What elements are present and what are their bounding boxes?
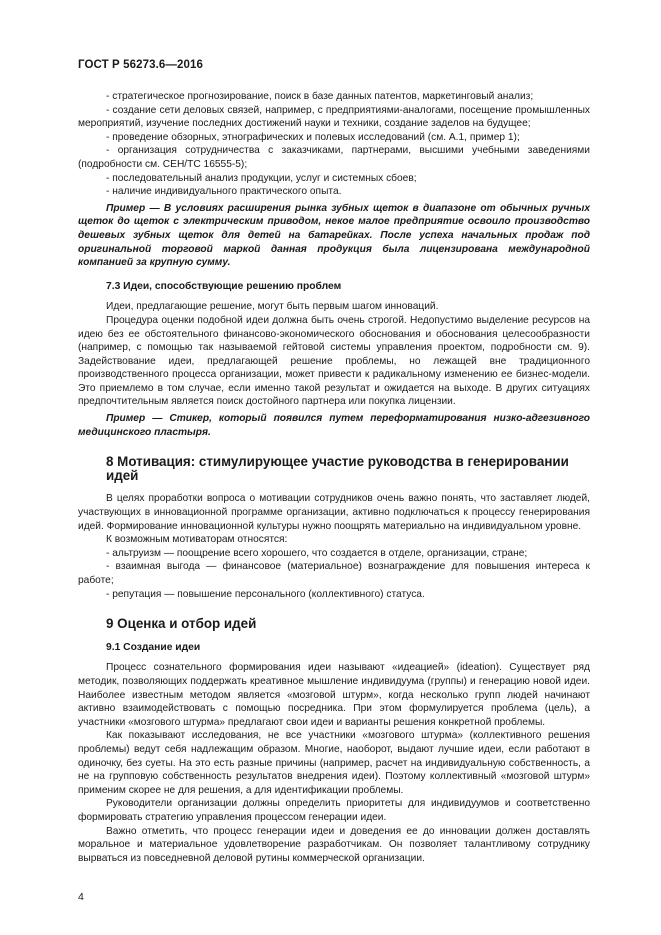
section-heading-9: 9 Оценка и отбор идей: [106, 616, 257, 632]
list-item: - последовательный анализ продукции, услуг и системных сбоев;: [106, 172, 417, 184]
list-item: - стратегическое прогнозирование, поиск в базе данных патентов, маркетинговый анализ;: [106, 91, 534, 102]
section-heading-8: 8 Мотивация: стимулирующее участие руководства в генерировании идей: [106, 454, 569, 483]
example-note: Пример — В условиях расширения рынка зубных щеток в диапазоне от обычных ручных щеток до щеток с электрическим приводом, некое малое предприятие освоило производство дешевых зубных щеток для детей на батарейках. После успеха начальных продаж под оригинальной торговой маркой данная продукция была лицензирована международной компанией за крупную сумму.: [78, 202, 590, 269]
list-item: - создание сети деловых связей, например, с предприятиями-аналогами, посещение промышленных мероприятий, изучение последних достижений науки и техники, создание заделов на будущее;: [78, 104, 590, 130]
document-code-header: ГОСТ Р 56273.6—2016: [78, 59, 203, 71]
section-heading-9-1: 9.1 Создание идеи: [106, 641, 201, 653]
paragraph: Процесс сознательного формирования идеи называют «идеацией» (ideation). Существует ряд методик, позволяющих поддержать креативное мышление индивидуума (группы) и генерацию новой идеи. Наиболее известным методом является «мозговой штурм», когда несколько групп людей начинают активно взаимодействовать с помощью посредника. При этом формулируется проблема (цель), а участники «мозгового штурма» предлагают свои идеи и варианты решения конкретной проблемы.: [78, 662, 590, 728]
paragraph: Руководители организации должны определить приоритеты для индивидуумов и соответственно формировать стратегию управления процессом генерации идеи.: [78, 798, 590, 823]
example-note: Пример — Стикер, который появился путем переформатирования низко-адгезивного медицинского пластыря.: [78, 413, 590, 438]
paragraph: К возможным мотиваторам относятся:: [106, 534, 288, 546]
paragraph: В целях проработки вопроса о мотивации сотрудников очень важно понять, что заставляет людей, участвующих в инновационной программе организации, активно подключаться к процессу генерирования идей. Формирование инновационной культуры нужно поощрять материально на индивидуальном уровне.: [78, 493, 590, 532]
page-number: 4: [78, 891, 84, 903]
document-body: [78, 90, 590, 865]
list-item: - наличие индивидуального практического опыта.: [106, 186, 342, 198]
list-item: - организация сотрудничества с заказчиками, партнерами, высшими учебными заведениями (подробности см. CEH/TC 16555-5);: [78, 145, 590, 170]
section-heading-7-3: 7.3 Идеи, способствующие решению проблем: [106, 280, 342, 292]
paragraph: Важно отметить, что процесс генерации идеи и доведения ее до инновации должен доставлять моральное и материальное удовлетворение разработчикам. Он позволяет талантливому сотруднику вырваться из повседневной деловой рутины коммерческой организации.: [78, 825, 590, 864]
list-item: - проведение обзорных, этнографических и полевых исследований (см. А.1, пример 1);: [106, 131, 520, 143]
paragraph: Процедура оценки подобной идеи должна быть очень строгой. Недопустимо выделение ресурсов на идею без ее обстоятельного финансово-экономического обоснования и обоснования целесообразности (например, с помощью так называемой гейтовой системы управления проектом, подробности см. 9). Задействование идеи, предлагающей решение проблемы, но лежащей вне традиционного производственного процесса организации, может привести к радикальному изменению ее бизнес-модели. Это приемлемо в том случае, если именно такой результат и ожидается на выходе. В других ситуациях предпочтительным является поиск достойного партнера или покупка лицензии.: [78, 314, 590, 408]
list-item: - альтруизм — поощрение всего хорошего, что создается в отделе, организации, стране;: [106, 547, 528, 559]
paragraph: Как показывают исследования, не все участники «мозгового штурма» (коллективного решения проблемы) ведут себя надлежащим образом. Многие, наоборот, выдают лучшие идеи, если работают в одиночку, без суеты. На это есть разные причины (например, расчет на индивидуальную собственность, а не на групповую собственность результатов внедрения идеи). Поэтому коллективный «мозговой штурм» применим скорее не для решения, а для идентификации проблемы.: [78, 730, 590, 796]
list-item: - репутация — повышение персонального (коллективного) статуса.: [106, 588, 425, 600]
paragraph: Идеи, предлагающие решение, могут быть первым шагом инноваций.: [106, 301, 439, 313]
list-item: - взаимная выгода — финансовое (материальное) вознаграждение для повышения интереса к работе;: [78, 561, 590, 586]
